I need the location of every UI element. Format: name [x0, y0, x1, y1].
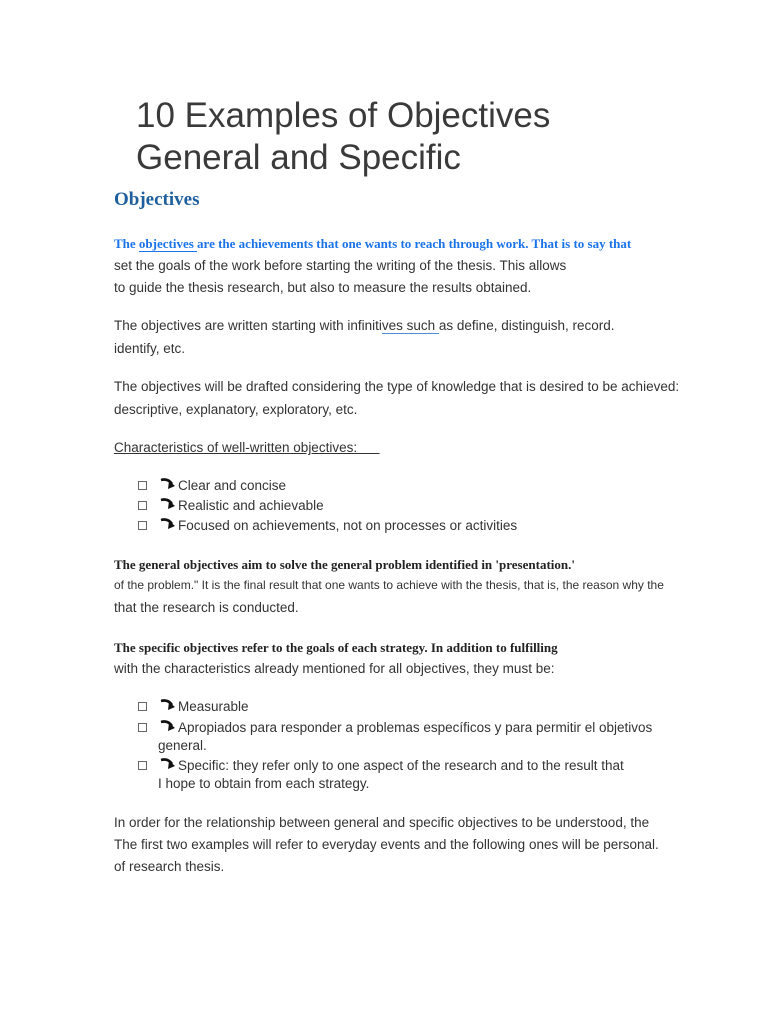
checkbox-square-icon	[138, 501, 147, 510]
intro-line-1	[114, 236, 631, 252]
curved-arrow-icon	[160, 698, 178, 712]
curved-arrow-icon	[160, 719, 178, 733]
specific-objectives-line-2: with the characteristics already mentioned for all objectives, they must be:	[114, 661, 555, 676]
infinitives-text-a: The objectives are written starting with infiniti	[114, 318, 382, 333]
closing-line-2: The first two examples will refer to everyday events and the following ones will be personal.	[114, 837, 659, 852]
list-item-continuation: general.	[158, 738, 207, 753]
characteristics-heading: Characteristics of well-written objectives:	[114, 440, 380, 455]
list-item-label: Clear and concise	[178, 478, 287, 493]
curved-arrow-icon	[160, 497, 178, 511]
intro-rest: are the achievements that one wants to reach through work. That is to say that	[197, 236, 632, 251]
curved-arrow-icon	[160, 517, 178, 531]
objectives-link[interactable]: objectives	[138, 236, 198, 251]
checkbox-square-icon	[138, 761, 147, 770]
list-item	[138, 698, 249, 714]
infinitives-line-1	[114, 318, 615, 333]
infinitives-line-2: identify, etc.	[114, 341, 186, 356]
page-title-line-2: General and Specific	[136, 138, 461, 177]
infinitives-text-b: as define, distinguish, record.	[438, 318, 615, 333]
list-item-label: Focused on achievements, not on processes or activities	[178, 518, 518, 533]
page-title-line-1: 10 Examples of Objectives	[136, 96, 551, 135]
intro-line-2: set the goals of the work before starting the writing of the thesis. This allows	[114, 258, 567, 273]
list-item-continuation: I hope to obtain from each strategy.	[158, 776, 370, 791]
infinitives-marked-text: ves such	[381, 318, 439, 333]
closing-line-1: In order for the relationship between general and specific objectives to be understood, the	[114, 815, 650, 830]
list-item	[138, 497, 324, 513]
list-item	[138, 719, 652, 735]
general-objectives-line-2: of the problem." It is the final result that one wants to achieve with the thesis, that is, the reason why the	[114, 578, 664, 592]
knowledge-line-1: The objectives will be drafted considering the type of knowledge that is desired to be achieved:	[114, 379, 680, 394]
general-objectives-line-3: that the research is conducted.	[114, 600, 299, 615]
list-item	[138, 477, 286, 493]
list-item-label: Realistic and achievable	[178, 498, 324, 513]
checkbox-square-icon	[138, 723, 147, 732]
list-item-label: Apropiados para responder a problemas específicos y para permitir el objetivos	[178, 720, 653, 735]
list-item-label: Measurable	[178, 699, 249, 714]
intro-line-3: to guide the thesis research, but also to measure the results obtained.	[114, 280, 532, 295]
curved-arrow-icon	[160, 757, 178, 771]
section-heading: Objectives	[114, 189, 200, 210]
checkbox-square-icon	[138, 521, 147, 530]
list-item	[138, 517, 517, 533]
intro-prefix: The	[114, 236, 139, 251]
curved-arrow-icon	[160, 477, 178, 491]
checkbox-square-icon	[138, 702, 147, 711]
checkbox-square-icon	[138, 481, 147, 490]
general-objectives-heading: The general objectives aim to solve the general problem identified in 'presentation.'	[114, 557, 575, 572]
specific-objectives-heading: The specific objectives refer to the goals of each strategy. In addition to fulfilling	[114, 640, 558, 655]
page-title	[136, 95, 736, 179]
list-item	[138, 757, 624, 773]
closing-line-3: of research thesis.	[114, 859, 225, 874]
knowledge-line-2: descriptive, explanatory, exploratory, etc.	[114, 402, 358, 417]
list-item-label: Specific: they refer only to one aspect of the research and to the result that	[178, 758, 624, 773]
